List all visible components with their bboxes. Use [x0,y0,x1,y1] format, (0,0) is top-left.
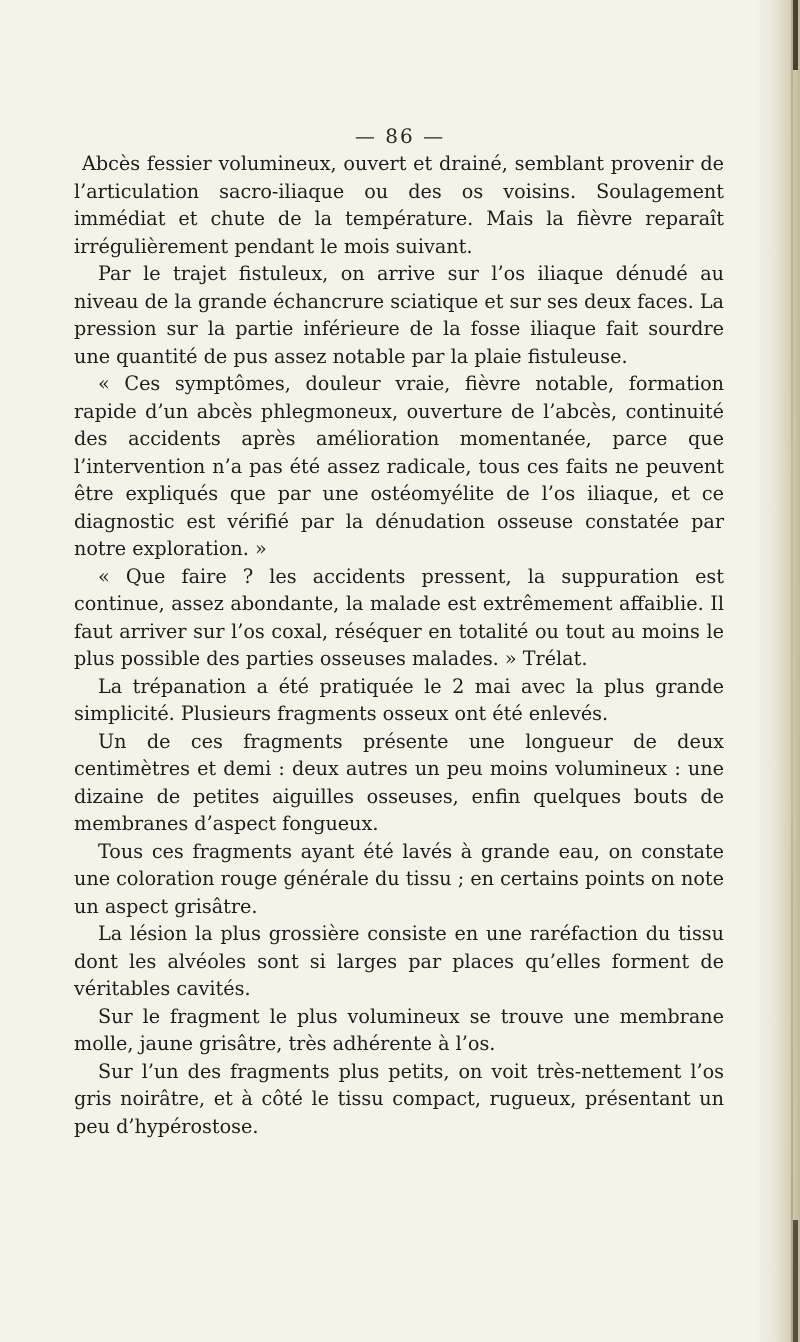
body-text [74,150,724,1140]
paragraph: Abcès fessier volumineux, ouvert et drainé, semblant provenir de l’articulation sacro-iliaque ou des os voisins. Soulagement immédiat et chute de la température. Mais la fièvre reparaît irrégulièrement pendant le mois suivant. [74,152,724,258]
paragraph: « Ces symptômes, douleur vraie, fièvre notable, formation rapide d’un abcès phlegmoneux, ouverture de l’abcès, continuité des accidents après amélioration momentanée, parce que l’intervention n’a pas été assez radicale, tous ces faits ne peuvent être expliqués que par une ostéomyélite de l’os iliaque, et ce diagnostic est vérifié par la dénudation osseuse constatée par notre exploration. » [74,372,724,560]
page-edge-line [791,0,793,1342]
paragraph: La lésion la plus grossière consiste en une raréfaction du tissu dont les alvéoles sont si larges par places qu’elles forment de véritables cavités. [74,922,724,1000]
page-edge-shadow [756,0,800,1342]
paragraph: « Que faire ? les accidents pressent, la suppuration est continue, assez abondante, la malade est extrêmement affaiblie. Il faut arriver sur l’os coxal, réséquer en totalité ou tout au moins le plus possible des parties osseuses malades. » Trélat. [74,564,724,670]
page-edge-tear-top [793,0,798,70]
paragraph: Par le trajet fistuleux, on arrive sur l’os iliaque dénudé au niveau de la grande échancrure sciatique et sur ses deux faces. La pression sur la partie inférieure de la fosse iliaque fait sourdre une quantité de pus assez notable par la plaie fistuleuse. [74,262,724,368]
paragraph: Tous ces fragments ayant été lavés à grande eau, on constate une coloration rouge générale du tissu ; en certains points on note un aspect grisâtre. [74,839,724,918]
page-number: — 86 — [354,124,446,148]
paragraph: Sur l’un des fragments plus petits, on voit très-nettement l’os gris noirâtre, et à côté le tissu compact, rugueux, présentant un peu d’hypérostose. [74,1059,724,1138]
paragraph: Un de ces fragments présente une longueur de deux centimètres et demi : deux autres un peu moins volumineux : une dizaine de petites aiguilles osseuses, enfin quelques bouts de membranes d’aspect fongueux. [74,729,724,835]
page-edge-tear-bottom [793,1220,798,1342]
paragraph: La trépanation a été pratiquée le 2 mai avec la plus grande simplicité. Plusieurs fragments osseux ont été enlevés. [74,674,724,725]
paragraph: Sur le fragment le plus volumineux se trouve une membrane molle, jaune grisâtre, très adhérente à l’os. [74,1004,724,1055]
